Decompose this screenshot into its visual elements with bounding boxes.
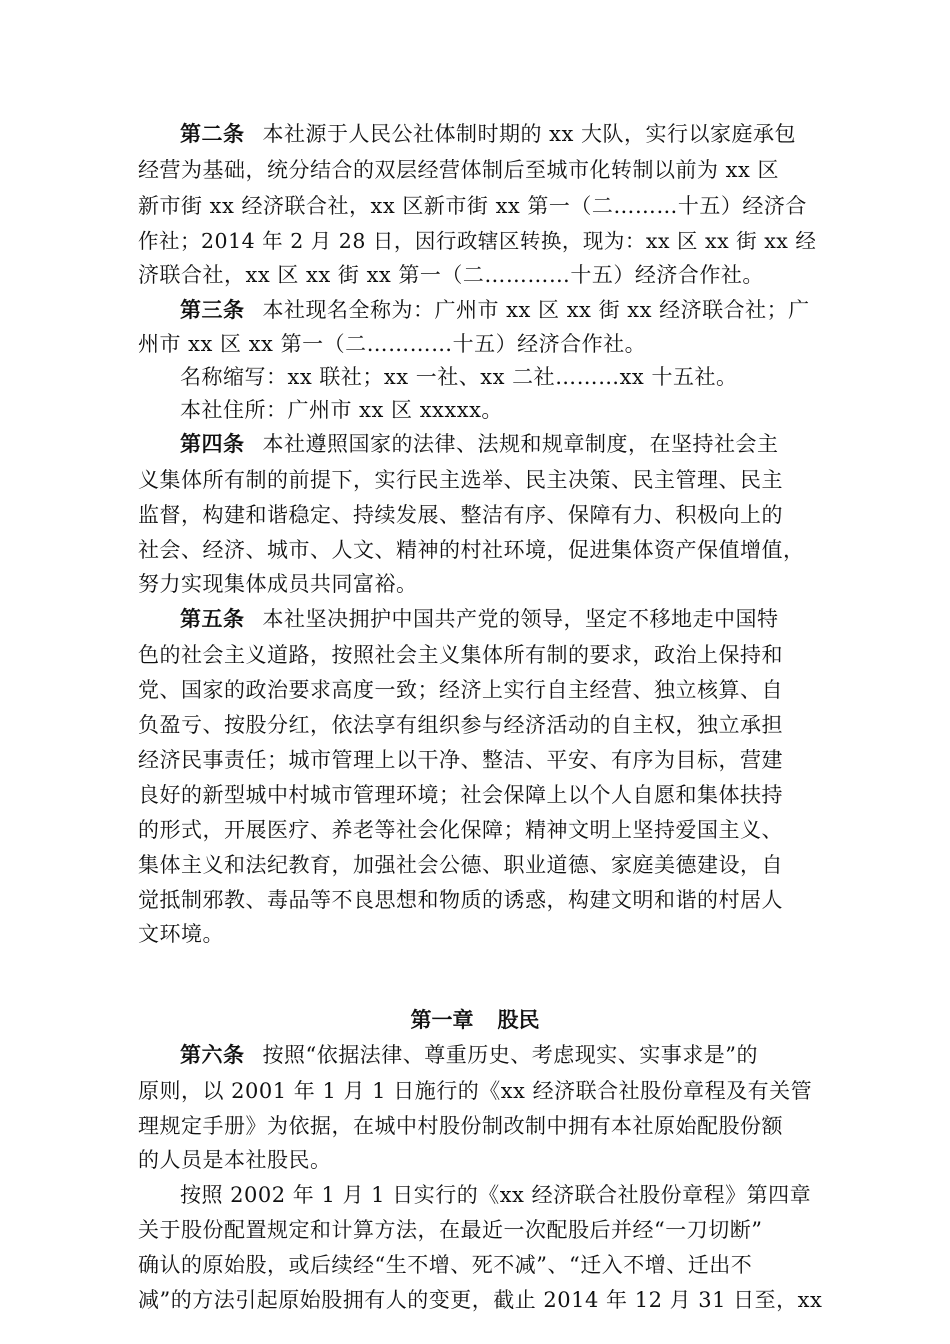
article-4-line-2: 义集体所有制的前提下，实行民主选举、民主决策、民主管理、民主 (138, 468, 783, 492)
article-3-address: 本社住所：广州市 xx 区 xxxxx。 (180, 398, 503, 422)
article-5-label: 第五条 (180, 606, 245, 631)
article-5-line-6: 良好的新型城中村城市管理环境；社会保障上以个人自愿和集体扶持 (138, 783, 783, 807)
article-6-line-2: 原则，以 2001 年 1 月 1 日施行的《xx 经济联合社股份章程及有关管 (138, 1079, 813, 1103)
paragraph-2-line-2: 关于股份配置规定和计算方法，在最近一次配股后并经“一刀切断” (138, 1218, 763, 1242)
article-5-line-10: 文环境。 (138, 922, 224, 946)
article-2-line-4: 作社；2014 年 2 月 28 日，因行政辖区转换，现为：xx 区 xx 街 xx 经 (138, 229, 817, 253)
article-5-line-8: 集体主义和法纪教育，加强社会公德、职业道德、家庭美德建设，自 (138, 853, 783, 877)
paragraph-2-line-4: 减”的方法引起原始股拥有人的变更，截止 2014 年 12 月 31 日至，xx (138, 1288, 823, 1312)
paragraph-2-line-3: 确认的原始股，或后续经“生不增、死不减”、“迁入不增、迁出不 (138, 1253, 753, 1277)
article-2-label: 第二条 (180, 121, 245, 146)
paragraph-2-line-1: 按照 2002 年 1 月 1 日实行的《xx 经济联合社股份章程》第四章 (180, 1183, 812, 1207)
article-4-label: 第四条 (180, 431, 245, 456)
article-4-line-4: 社会、经济、城市、人文、精神的村社环境，促进集体资产保值增值， (138, 538, 805, 562)
article-2-line-5: 济联合社，xx 区 xx 街 xx 第一（二…………十五）经济合作社。 (138, 263, 764, 287)
article-4-line-5: 努力实现集体成员共同富裕。 (138, 572, 418, 596)
article-5-line-9: 觉抵制邪教、毒品等不良思想和物质的诱惑，构建文明和谐的村居人 (138, 888, 783, 912)
article-6-line-4: 的人员是本社股民。 (138, 1148, 332, 1172)
article-5-line-2: 色的社会主义道路，按照社会主义集体所有制的要求，政治上保持和 (138, 643, 783, 667)
article-6-line-1: 第六条 按照“依据法律、尊重历史、考虑现实、实事求是”的 (180, 1042, 758, 1067)
article-5-line-3: 党、国家的政治要求高度一致；经济上实行自主经营、独立核算、自 (138, 678, 783, 702)
article-3-line-2: 州市 xx 区 xx 第一（二…………十五）经济合作社。 (138, 332, 647, 356)
article-4-line-1: 第四条 本社遵照国家的法律、法规和规章制度，在坚持社会主 (180, 431, 779, 456)
article-3-line-1: 第三条 本社现名全称为：广州市 xx 区 xx 街 xx 经济联合社；广 (180, 297, 810, 322)
article-3-abbreviation: 名称缩写：xx 联社；xx 一社、xx 二社………xx 十五社。 (180, 365, 738, 389)
article-2-line-2: 经营为基础，统分结合的双层经营体制后至城市化转制以前为 xx 区 (138, 158, 780, 182)
article-4-line-3: 监督，构建和谐稳定、持续发展、整洁有序、保障有力、积极向上的 (138, 503, 783, 527)
article-6-label: 第六条 (180, 1042, 245, 1067)
chapter-number: 第一章 (410, 1007, 474, 1032)
article-2-line-1: 第二条 本社源于人民公社体制时期的 xx 大队，实行以家庭承包 (180, 121, 797, 146)
article-2-line-3: 新市街 xx 经济联合社，xx 区新市街 xx 第一（二………十五）经济合 (138, 194, 807, 218)
article-6-line-3: 理规定手册》为依据，在城中村股份制改制中拥有本社原始配股份额 (138, 1114, 783, 1138)
article-5-line-5: 经济民事责任；城市管理上以干净、整洁、平安、有序为目标，营建 (138, 748, 783, 772)
article-5-line-1: 第五条 本社坚决拥护中国共产党的领导，坚定不移地走中国特 (180, 606, 779, 631)
chapter-heading (0, 1004, 950, 1036)
article-5-line-7: 的形式，开展医疗、养老等社会化保障；精神文明上坚持爱国主义、 (138, 818, 783, 842)
article-5-line-4: 负盈亏、按股分红，依法享有组织参与经济活动的自主权，独立承担 (138, 713, 783, 737)
article-3-label: 第三条 (180, 297, 245, 322)
chapter-title: 股民 (497, 1007, 540, 1032)
